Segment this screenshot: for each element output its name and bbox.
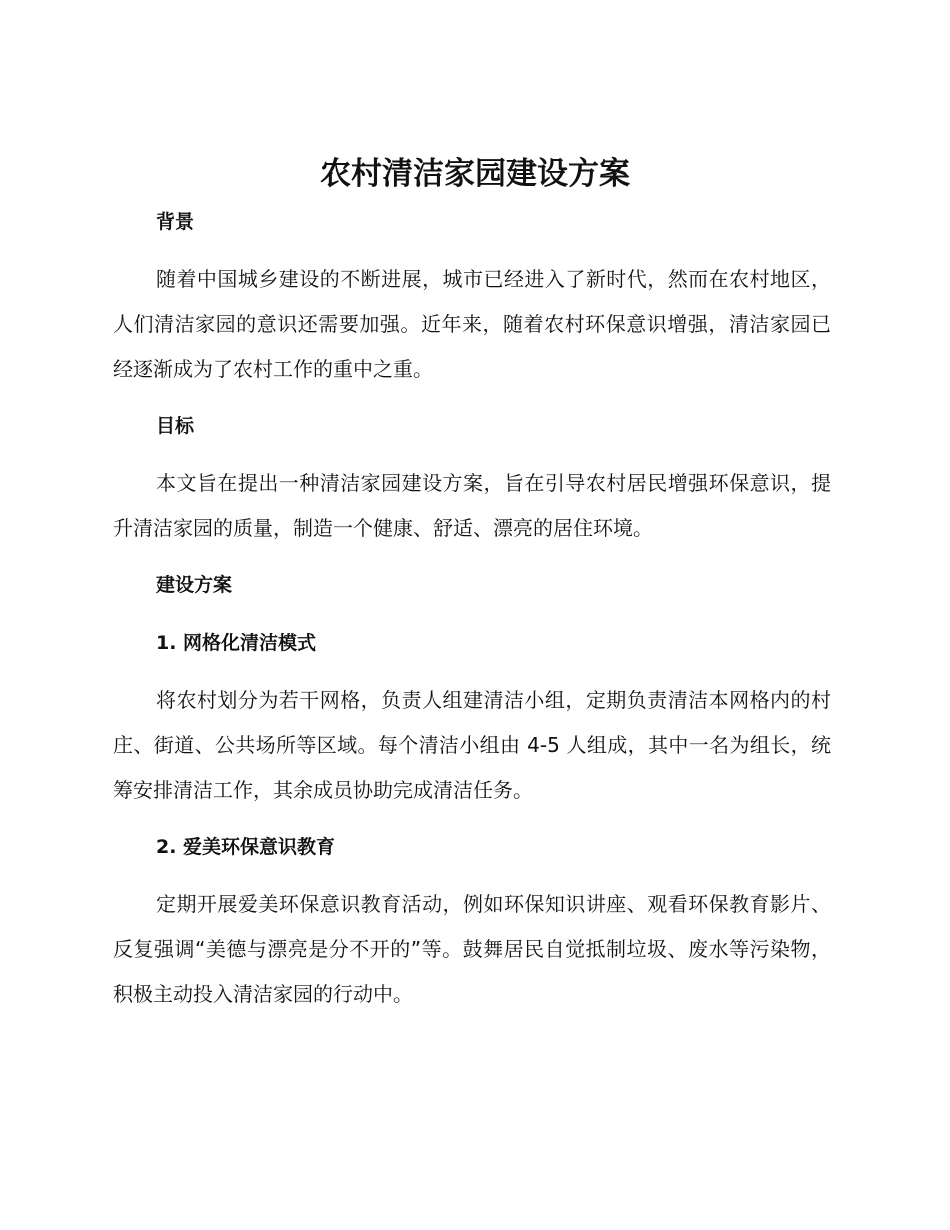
subheading-grid-cleaning: 1. 网格化清洁模式 (156, 632, 317, 654)
paragraph-grid-cleaning: 将农村划分为若干网格，负责人组建清洁小组，定期负责清洁本网格内的村庄、街道、公共场所等区域。每个清洁小组由 4-5 人组成，其中一名为组长，统筹安排清洁工作，其余成员协助完成清洁任务。 (113, 688, 831, 802)
section-heading-plan: 建设方案 (156, 574, 233, 596)
paragraph-environmental-education: 定期开展爱美环保意识教育活动，例如环保知识讲座、观看环保教育影片、反复强调“美德与漂亮是分不开的”等。鼓舞居民自觉抵制垃圾、废水等污染物，积极主动投入清洁家园的行动中。 (113, 892, 831, 1006)
paragraph-goal: 本文旨在提出一种清洁家园建设方案，旨在引导农村居民增强环保意识，提升清洁家园的质量，制造一个健康、舒适、漂亮的居住环境。 (113, 471, 831, 540)
document-title: 农村清洁家园建设方案 (320, 156, 630, 192)
paragraph-background: 随着中国城乡建设的不断进展，城市已经进入了新时代，然而在农村地区，人们清洁家园的意识还需要加强。近年来，随着农村环保意识增强，清洁家园已经逐渐成为了农村工作的重中之重。 (113, 267, 831, 381)
section-heading-goal: 目标 (156, 415, 195, 437)
section-heading-background: 背景 (156, 211, 195, 233)
subheading-environmental-education: 2. 爱美环保意识教育 (156, 836, 336, 858)
